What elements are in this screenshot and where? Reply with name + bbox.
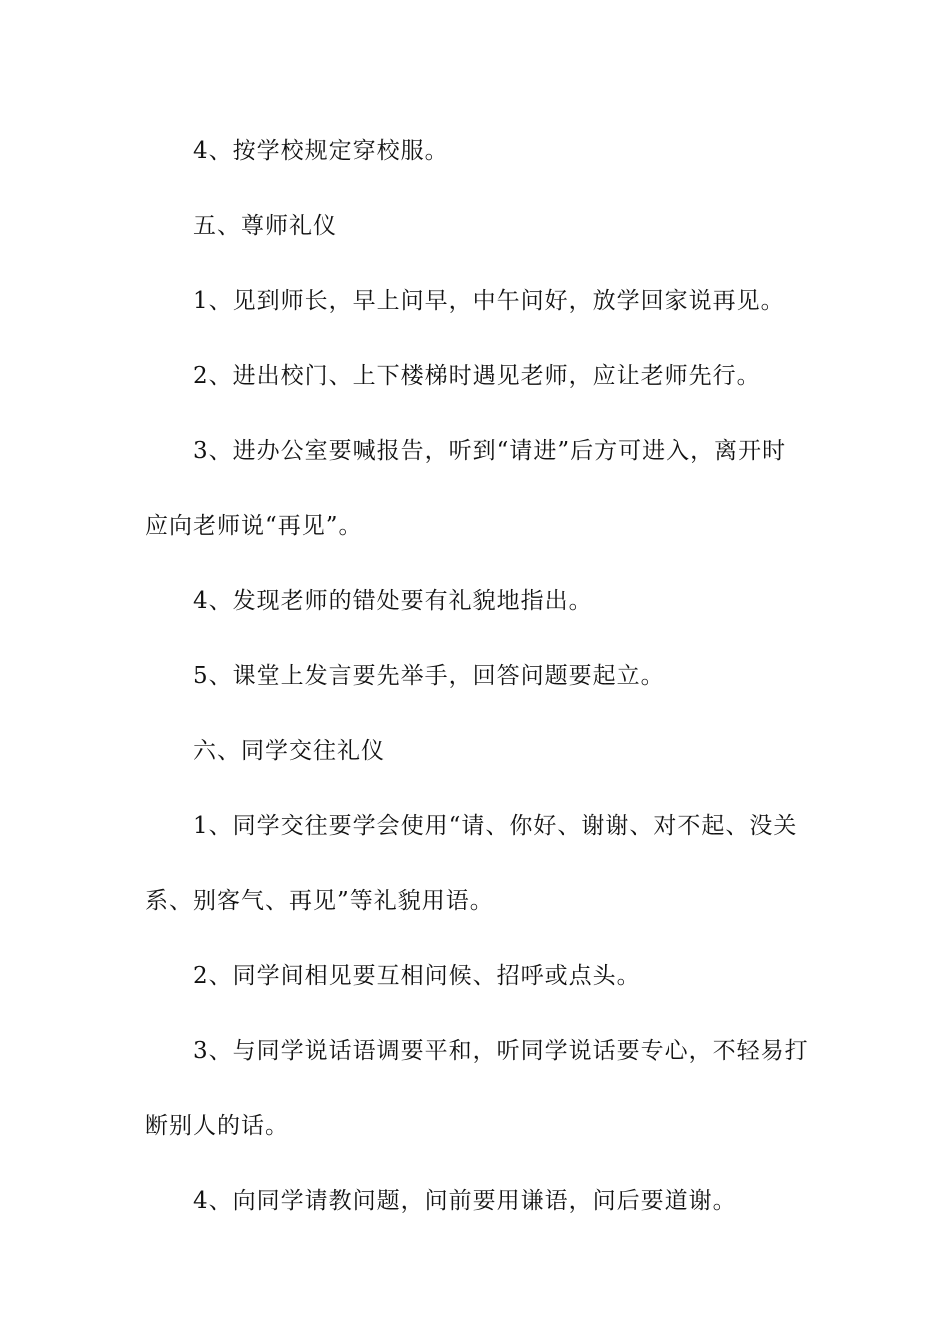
section-heading-5: 五、尊师礼仪	[193, 213, 337, 239]
section-heading-6: 六、同学交往礼仪	[193, 738, 385, 764]
paragraph-2: 1、见到师长，早上问早，中午问好，放学回家说再见。	[193, 288, 785, 314]
paragraph-3: 2、进出校门、上下楼梯时遇见老师，应让老师先行。	[193, 363, 761, 389]
paragraph-4: 3、进办公室要喊报告，听到“请进”后方可进入，离开时应向老师说“再见”。	[145, 438, 787, 539]
paragraph-10: 4、向同学请教问题，问前要用谦语，问后要道谢。	[193, 1188, 737, 1214]
paragraph-1: 4、按学校规定穿校服。	[193, 138, 449, 164]
paragraph-8: 2、同学间相见要互相问候、招呼或点头。	[193, 963, 641, 989]
paragraph-7: 1、同学交往要学会使用“请、你好、谢谢、对不起、没关系、别客气、再见”等礼貌用语。	[145, 813, 798, 914]
paragraph-9: 3、与同学说话语调要平和，听同学说话要专心，不轻易打断别人的话。	[145, 1038, 809, 1139]
paragraph-5: 4、发现老师的错处要有礼貌地指出。	[193, 588, 593, 614]
paragraph-6: 5、课堂上发言要先举手，回答问题要起立。	[193, 663, 665, 689]
